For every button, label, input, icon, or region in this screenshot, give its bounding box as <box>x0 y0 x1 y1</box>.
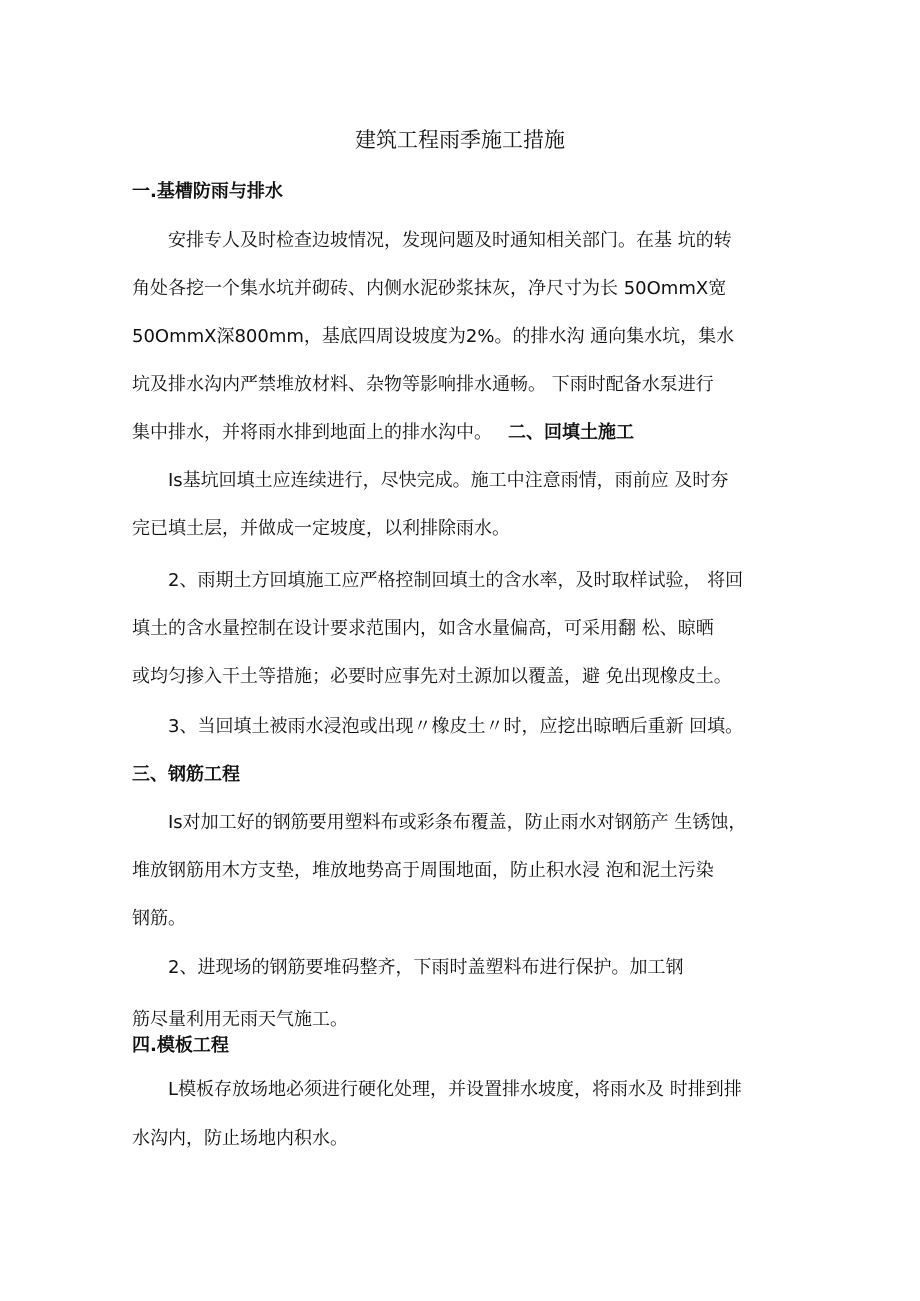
paragraph-line: 2、雨期土方回填施工应严格控制回填土的含水率，及时取样试验， 将回 <box>168 570 744 591</box>
paragraph-line: 完已填土层，并做成一定坡度，以利排除雨水。 <box>132 518 510 539</box>
paragraph-line: 水沟内，防止场地内积水。 <box>132 1128 348 1149</box>
paragraph-line: 筋尽量利用无雨天气施工。 <box>132 1009 348 1030</box>
paragraph-line: 堆放钢筋用木方支垫，堆放地势高于周围地面，防止积水浸 泡和泥土污染 <box>132 860 714 881</box>
paragraph-line: 坑及排水沟内严禁堆放材料、杂物等影响排水通畅。 下雨时配备水泵进行 <box>132 374 714 395</box>
section-heading-3: 三、钢筋工程 <box>132 764 240 785</box>
paragraph-line-with-heading <box>132 418 634 444</box>
paragraph-line: 2、进现场的钢筋要堆码整齐，下雨时盖塑料布进行保护。加工钢 <box>168 957 684 978</box>
paragraph-line-text: 集中排水，并将雨水排到地面上的排水沟中。 <box>132 422 492 443</box>
paragraph-line: Is对加工好的钢筋要用塑料布或彩条布覆盖，防止雨水对钢筋产 生锈蚀， <box>168 812 747 833</box>
paragraph-line: 3、当回填土被雨水浸泡或出现〃橡皮土〃时，应挖出晾晒后重新 回填。 <box>168 716 744 737</box>
paragraph-line: 安排专人及时检查边坡情况，发现问题及时通知相关部门。在基 坑的转 <box>168 230 732 251</box>
paragraph-line: 50OmmX深800mm，基底四周设坡度为2%。的排水沟 通向集水坑，集水 <box>132 326 735 347</box>
section-heading-1: 一.基槽防雨与排水 <box>132 181 283 202</box>
section-heading-4: 四.模板工程 <box>132 1035 229 1056</box>
paragraph-line: Is基坑回填土应连续进行，尽快完成。施工中注意雨情，雨前应 及时夯 <box>168 470 729 491</box>
paragraph-line: L模板存放场地必须进行硬化处理，并设置排水坡度，将雨水及 时排到排 <box>168 1079 742 1100</box>
paragraph-line: 或均匀掺入干土等措施；必要时应事先对土源加以覆盖，避 免出现橡皮土。 <box>132 666 732 687</box>
paragraph-line: 角处各挖一个集水坑并砌砖、内侧水泥砂浆抹灰，净尺寸为长 50OmmX宽 <box>132 278 727 299</box>
paragraph-line: 填土的含水量控制在设计要求范围内，如含水量偏高，可采用翻 松、晾晒 <box>132 618 714 639</box>
paragraph-line: 钢筋。 <box>132 908 186 929</box>
section-heading-2: 二、回填土施工 <box>508 422 634 443</box>
document-title: 建筑工程雨季施工措施 <box>355 128 565 152</box>
